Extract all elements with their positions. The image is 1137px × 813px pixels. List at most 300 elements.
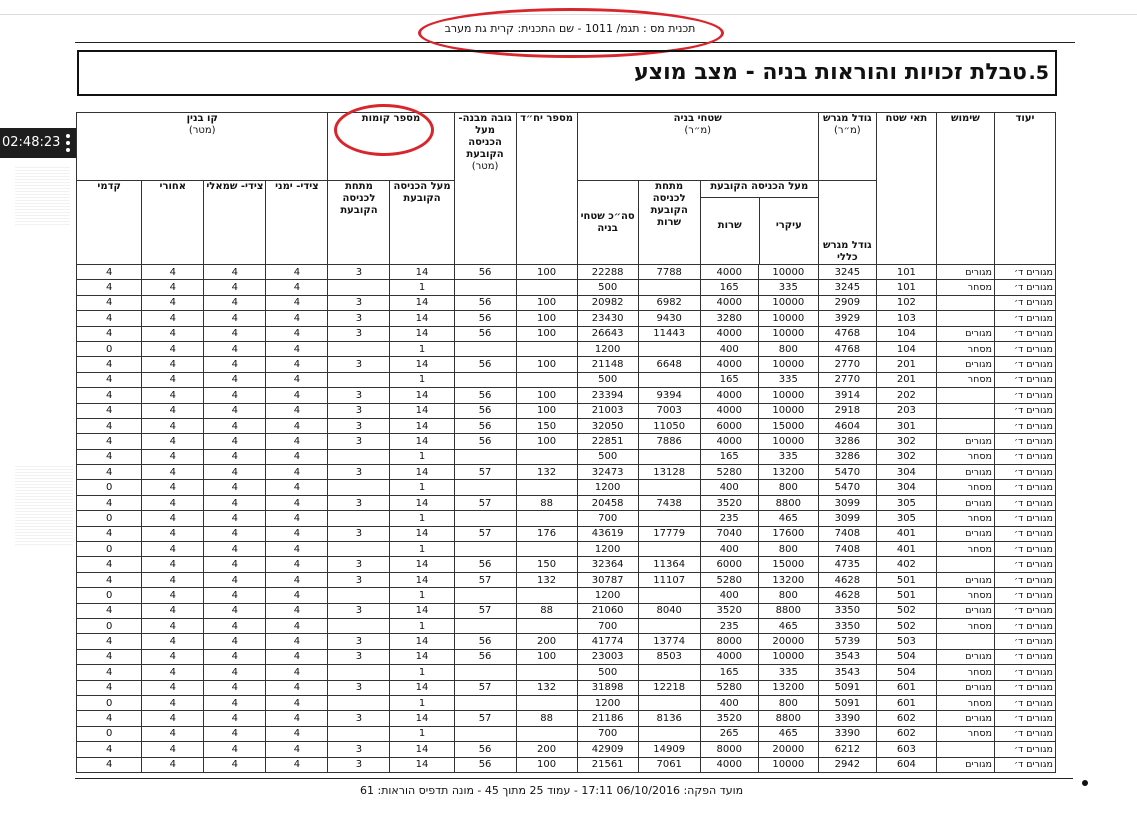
table-cell: 165 [700,449,758,464]
table-cell [936,557,994,572]
table-cell: מגורים [936,680,994,695]
table-cell [638,695,700,710]
table-cell: 3520 [700,603,758,618]
table-cell: מגורים [936,495,994,510]
table-cell: 465 [758,726,818,741]
table-cell: 4 [266,434,328,449]
table-cell: 100 [516,649,577,664]
table-cell: 100 [516,295,577,310]
table-cell: מגורים [936,603,994,618]
table-cell: 4 [204,680,266,695]
table-cell: 4 [266,542,328,557]
table-row [77,711,1056,726]
table-cell [516,372,577,387]
table-cell: 150 [516,418,577,433]
table-cell: 100 [516,757,577,772]
table-cell: 602 [876,726,936,741]
table-cell: 4 [77,295,142,310]
table-cell: מגורים ד׳ [994,618,1055,633]
table-cell: 14 [390,557,454,572]
table-cell: 21186 [577,711,638,726]
table-cell: 4 [204,526,266,541]
table-cell: 6000 [700,418,758,433]
table-cell: 4 [77,449,142,464]
table-row [77,603,1056,618]
table-cell: 4 [77,280,142,295]
table-cell: 4 [142,588,204,603]
table-cell: מגורים ד׳ [994,557,1055,572]
table-cell: 7788 [638,265,700,280]
table-cell: 4 [266,372,328,387]
table-cell: 4000 [700,403,758,418]
table-cell [454,588,516,603]
table-cell: 302 [876,434,936,449]
table-cell: 56 [454,265,516,280]
table-cell: 4 [142,634,204,649]
table-cell: 10000 [758,265,818,280]
table-cell: 32473 [577,465,638,480]
table-cell: 335 [758,372,818,387]
table-cell: 4768 [818,326,876,341]
table-cell: 23394 [577,388,638,403]
table-cell: 4 [266,280,328,295]
table-cell: 104 [876,341,936,356]
table-cell: 503 [876,634,936,649]
table-cell: 4 [266,757,328,772]
table-body [77,265,1056,773]
table-cell: 200 [516,634,577,649]
table-cell: 165 [700,280,758,295]
table-cell: 14909 [638,742,700,757]
table-cell: 4 [204,265,266,280]
table-cell: 305 [876,511,936,526]
table-cell: 1200 [577,480,638,495]
table-cell: 4 [142,557,204,572]
table-cell: מגורים ד׳ [994,326,1055,341]
table-cell: 56 [454,418,516,433]
table-cell: 302 [876,449,936,464]
table-cell: מסחר [936,449,994,464]
table-cell: 56 [454,326,516,341]
table-cell: 400 [700,588,758,603]
table-cell: 6000 [700,557,758,572]
table-row [77,311,1056,326]
table-cell: 1200 [577,542,638,557]
table-cell: מסחר [936,341,994,356]
header-shimush: שימוש [936,113,994,265]
table-cell [516,449,577,464]
header-mispar-komot: מספר קומות [328,113,454,181]
table-cell: 23003 [577,649,638,664]
table-cell: 9430 [638,311,700,326]
table-cell: 3 [328,265,390,280]
table-cell: 1 [390,511,454,526]
table-cell: מגורים ד׳ [994,280,1055,295]
table-cell: מגורים [936,357,994,372]
table-cell [516,726,577,741]
annotation-circle-floors [334,104,434,156]
table-cell: 4 [142,372,204,387]
table-cell: 21561 [577,757,638,772]
table-row [77,341,1056,356]
table-cell: 3 [328,495,390,510]
table-cell: 13200 [758,572,818,587]
table-cell: 20458 [577,495,638,510]
table-cell: 800 [758,480,818,495]
table-cell: 4000 [700,757,758,772]
table-cell: 700 [577,511,638,526]
table-cell: 132 [516,465,577,480]
section-number: .5 [1028,62,1049,84]
header-godel-migrash: גודל מגרש (מ״ר) [818,113,876,181]
header-sherut: שרות [717,220,742,231]
table-row [77,357,1056,372]
table-cell: 465 [758,511,818,526]
table-cell: 603 [876,742,936,757]
table-cell: 4 [142,265,204,280]
table-cell: 3543 [818,649,876,664]
table-row [77,418,1056,433]
table-cell: 4 [204,557,266,572]
table-cell [454,726,516,741]
table-cell: 304 [876,480,936,495]
table-cell: 4 [142,495,204,510]
table-cell [454,372,516,387]
table-cell: 3286 [818,434,876,449]
table-cell: 15000 [758,418,818,433]
table-cell: 504 [876,665,936,680]
table-cell: 4 [204,588,266,603]
table-cell: 4000 [700,434,758,449]
table-cell: 15000 [758,557,818,572]
table-cell: מגורים ד׳ [994,403,1055,418]
table-cell: 14 [390,265,454,280]
table-cell: 3543 [818,665,876,680]
table-cell: 3929 [818,311,876,326]
table-cell [936,311,994,326]
table-cell: 700 [577,618,638,633]
table-cell: 400 [700,480,758,495]
table-cell: 4 [266,603,328,618]
table-cell: 4 [266,465,328,480]
table-cell: 14 [390,711,454,726]
table-row [77,388,1056,403]
header-ikari: עיקרי [759,198,818,264]
table-cell: 502 [876,618,936,633]
table-cell [328,618,390,633]
table-row [77,542,1056,557]
table-cell: 4 [142,695,204,710]
table-cell: 800 [758,341,818,356]
table-cell: 335 [758,280,818,295]
table-cell: 4 [266,449,328,464]
table-cell: 4 [142,726,204,741]
table-cell: 800 [758,695,818,710]
table-cell: 4 [142,434,204,449]
table-cell: 4 [204,280,266,295]
table-cell: מגורים [936,711,994,726]
table-cell: 4 [204,418,266,433]
table-cell: 7886 [638,434,700,449]
table-cell: 4 [142,418,204,433]
table-cell: 400 [700,695,758,710]
table-cell: 0 [77,480,142,495]
table-cell: מגורים ד׳ [994,465,1055,480]
bullet-mark [1082,780,1088,786]
table-row [77,465,1056,480]
table-cell: 4 [204,726,266,741]
table-cell: מגורים ד׳ [994,603,1055,618]
table-cell: 401 [876,542,936,557]
table-cell: 201 [876,357,936,372]
table-cell: 100 [516,388,577,403]
table-cell: 14 [390,357,454,372]
table-cell [516,618,577,633]
table-cell: מגורים ד׳ [994,295,1055,310]
table-cell: 14 [390,649,454,664]
table-cell: מגורים [936,326,994,341]
header-komot-mitachat: מתחת לכניסה הקובעת [328,181,390,265]
table-cell [936,388,994,403]
table-cell [936,742,994,757]
table-cell: 42909 [577,742,638,757]
table-cell: 4 [266,311,328,326]
table-cell: 4 [266,511,328,526]
table-cell: מגורים ד׳ [994,680,1055,695]
table-cell: 56 [454,403,516,418]
table-cell: 8503 [638,649,700,664]
table-cell: 11364 [638,557,700,572]
table-cell: 5091 [818,680,876,695]
table-cell: 601 [876,680,936,695]
table-cell: 4 [266,341,328,356]
table-cell: 7408 [818,526,876,541]
table-cell: 4 [266,618,328,633]
table-cell: 3 [328,418,390,433]
table-cell [638,280,700,295]
table-cell: 4 [266,557,328,572]
table-cell: 1 [390,341,454,356]
table-cell: 17600 [758,526,818,541]
table-cell: 1200 [577,341,638,356]
table-cell [516,511,577,526]
table-cell: 4 [77,388,142,403]
table-cell: 57 [454,603,516,618]
table-cell: מגורים ד׳ [994,757,1055,772]
table-cell: 501 [876,572,936,587]
table-cell: 3 [328,711,390,726]
table-cell: 11050 [638,418,700,433]
table-cell [638,511,700,526]
table-cell: 20982 [577,295,638,310]
table-cell: 4 [266,418,328,433]
table-cell: 0 [77,695,142,710]
table-cell: 88 [516,711,577,726]
table-cell: מסחר [936,280,994,295]
table-cell: 602 [876,711,936,726]
header-mitachat-sherut: מתחת לכניסה הקובעת שרות [638,181,700,265]
table-cell: 4 [77,372,142,387]
table-cell: 7003 [638,403,700,418]
table-cell: 335 [758,665,818,680]
video-time-badge[interactable] [0,128,76,158]
table-header [77,113,1056,265]
table-cell: מסחר [936,372,994,387]
table-cell: 0 [77,588,142,603]
table-cell: 400 [700,341,758,356]
table-cell: 7061 [638,757,700,772]
table-cell: 8000 [700,634,758,649]
header-kidmi: קדמי [77,181,142,265]
table-cell: 465 [758,618,818,633]
table-cell: 4 [266,711,328,726]
table-cell: 3 [328,434,390,449]
table-cell: מגורים ד׳ [994,726,1055,741]
table-cell: 4 [77,265,142,280]
table-cell: 10000 [758,295,818,310]
table-cell: מגורים [936,649,994,664]
table-cell: 1 [390,480,454,495]
table-cell: 4 [204,572,266,587]
table-cell: 3520 [700,711,758,726]
table-cell: 1 [390,618,454,633]
table-cell: 8136 [638,711,700,726]
table-cell: מגורים [936,465,994,480]
header-gova: גובה מבנה- מעל הכניסה הקובעת (מטר) [454,113,516,265]
table-cell: 56 [454,357,516,372]
table-cell: מגורים ד׳ [994,434,1055,449]
table-cell: 4 [266,649,328,664]
table-cell: 4 [266,357,328,372]
table-cell: 17779 [638,526,700,541]
more-options-icon[interactable] [66,134,70,155]
table-cell: 202 [876,388,936,403]
stamp-mark [15,465,73,545]
table-cell: 14 [390,465,454,480]
table-cell: 4 [204,649,266,664]
table-cell: 3 [328,757,390,772]
table-cell: 3 [328,357,390,372]
table-cell [328,588,390,603]
section-title-box [77,50,1057,96]
table-cell: 4 [204,511,266,526]
header-tzidi-yemani: צידי- ימני [266,181,328,265]
table-cell: 3350 [818,618,876,633]
table-cell: 1 [390,695,454,710]
table-cell: 8000 [700,742,758,757]
table-cell: מגורים ד׳ [994,588,1055,603]
table-cell: 4 [266,695,328,710]
table-cell: 1 [390,449,454,464]
table-cell: 57 [454,572,516,587]
table-cell: 4 [77,557,142,572]
table-cell: 13200 [758,465,818,480]
table-cell: 88 [516,495,577,510]
table-cell: 5280 [700,572,758,587]
table-cell: 4 [142,511,204,526]
table-cell: מסחר [936,480,994,495]
table-cell [454,695,516,710]
table-cell: 4 [142,449,204,464]
table-cell: 41774 [577,634,638,649]
footer-rule [75,778,1073,779]
table-cell [328,511,390,526]
table-cell: 3 [328,526,390,541]
table-cell: 4 [266,265,328,280]
table-cell: 1200 [577,588,638,603]
table-cell [638,372,700,387]
table-cell: 1 [390,280,454,295]
table-cell: 4000 [700,326,758,341]
table-cell: 3 [328,388,390,403]
table-cell: 10000 [758,326,818,341]
table-cell: 4 [204,295,266,310]
table-cell: מגורים ד׳ [994,711,1055,726]
table-cell: 4 [142,465,204,480]
table-row [77,280,1056,295]
table-cell [328,280,390,295]
table-cell [454,618,516,633]
table-cell: 4 [266,480,328,495]
table-cell: 3 [328,465,390,480]
table-cell: 22851 [577,434,638,449]
table-cell: 14 [390,388,454,403]
table-cell: 1 [390,372,454,387]
table-cell [936,403,994,418]
table-cell: 4 [204,326,266,341]
table-cell: 102 [876,295,936,310]
table-cell [638,618,700,633]
table-cell: מגורים ד׳ [994,526,1055,541]
table-cell: 4 [142,665,204,680]
table-cell: 5470 [818,480,876,495]
table-cell [638,341,700,356]
table-cell: 132 [516,572,577,587]
table-row [77,557,1056,572]
table-cell: 4 [266,495,328,510]
table-cell: 4000 [700,649,758,664]
table-cell: 4000 [700,388,758,403]
table-cell [516,341,577,356]
table-cell: 3 [328,295,390,310]
table-cell: מגורים ד׳ [994,572,1055,587]
table-cell: מגורים ד׳ [994,665,1055,680]
table-cell: 4 [77,572,142,587]
table-cell: 301 [876,418,936,433]
table-cell: 4 [266,742,328,757]
table-cell: 3 [328,311,390,326]
table-cell [516,588,577,603]
table-row [77,434,1056,449]
table-cell: 4 [142,618,204,633]
table-cell: 57 [454,711,516,726]
table-row [77,449,1056,464]
table-cell: 132 [516,680,577,695]
video-time: 02:48:23 [2,135,61,150]
table-cell: 176 [516,526,577,541]
table-cell [638,449,700,464]
table-cell: 4 [142,403,204,418]
table-cell: 4 [204,388,266,403]
table-cell [936,295,994,310]
table-cell: 604 [876,757,936,772]
table-cell: 501 [876,588,936,603]
table-cell: 8800 [758,603,818,618]
table-cell [328,695,390,710]
table-cell: 101 [876,280,936,295]
table-cell: 4 [204,372,266,387]
table-cell: 4 [266,326,328,341]
